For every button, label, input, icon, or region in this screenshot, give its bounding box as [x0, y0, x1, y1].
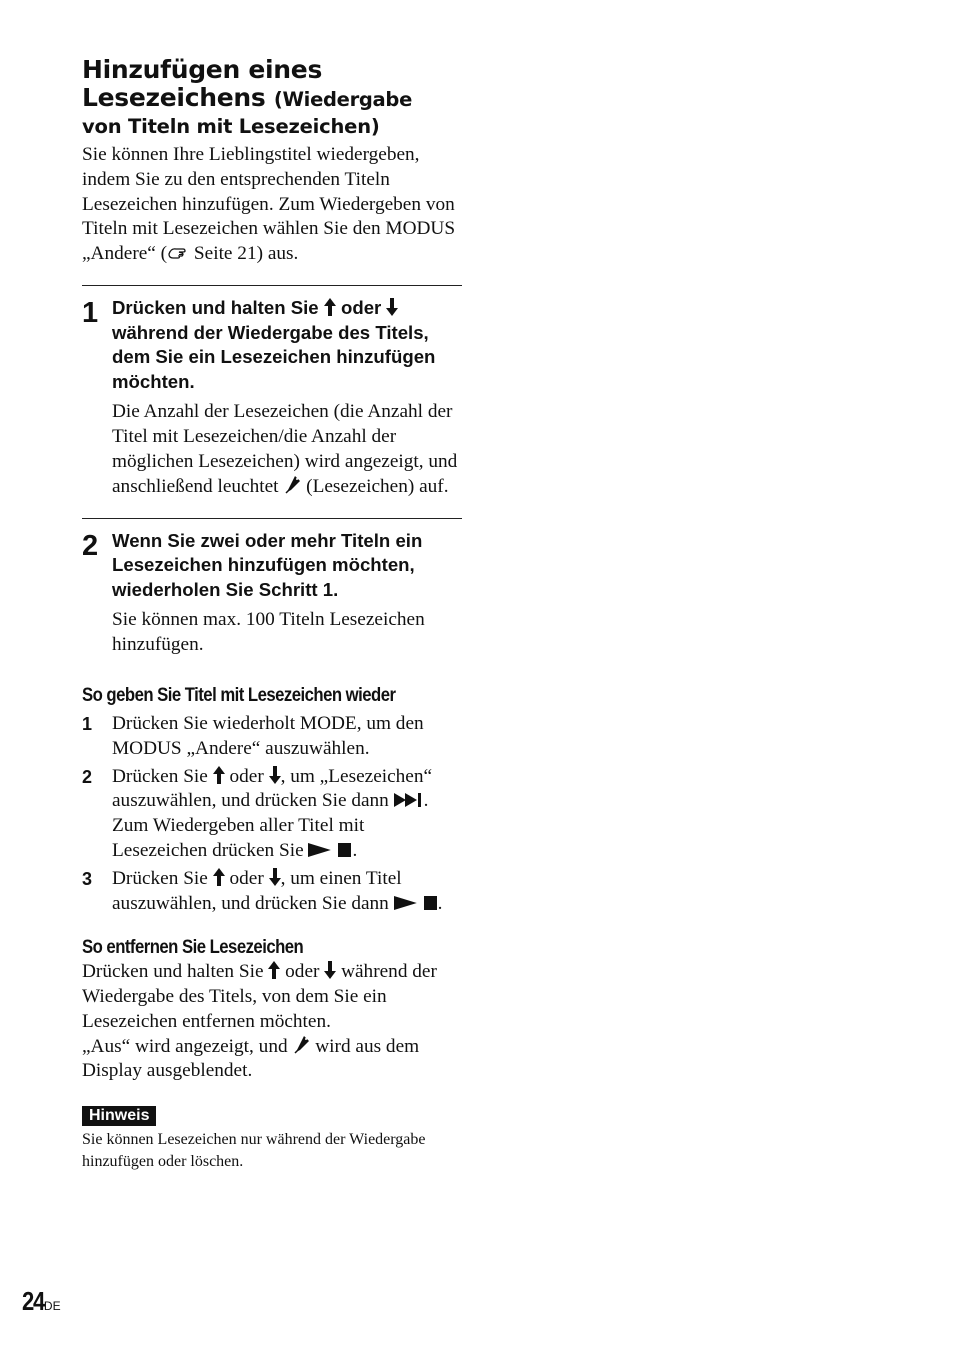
step-title: Wenn Sie zwei oder mehr Titeln ein Lesezeichen hinzufügen möchten, wiederholen Sie Schritt 1.	[112, 529, 423, 600]
note-label: Hinweis	[82, 1106, 156, 1126]
title-subtitle-start: (Wiedergabe	[273, 88, 412, 111]
step-number: 2	[82, 529, 99, 562]
note-text: Sie können Lesezeichen nur während der Wiedergabe hinzufügen oder löschen.	[82, 1131, 426, 1171]
play-stop-icon	[394, 896, 438, 910]
down-arrow-icon	[386, 298, 398, 316]
bookmark-icon	[283, 475, 301, 495]
bookmark-icon	[292, 1035, 310, 1055]
title-subtitle-end: von Titeln mit Lesezeichen)	[82, 115, 380, 138]
remove-paragraph: Drücken und halten Sie oder während der Wiedergabe des Titels, von dem Sie ein Lesezeichen entfernen möchten. „Aus“ wird angezeigt, und wird aus dem Display ausgeblendet.	[82, 961, 437, 1082]
up-arrow-icon	[213, 868, 225, 886]
up-arrow-icon	[213, 766, 225, 784]
step-2	[82, 529, 462, 658]
list-item: 2 Drücken Sie oder , um „Lesezeichen“ auszuwählen, und drücken Sie dann . Zum Wiedergeben aller Titel mit Lesezeichen drücken Sie .	[82, 765, 433, 861]
step-title: Drücken und halten Sie oder während der Wiedergabe des Titels, dem Sie ein Lesezeichen hinzufügen möchten.	[112, 296, 436, 392]
page-number: 24	[22, 1286, 45, 1316]
title-line-2: Lesezeichens	[82, 83, 266, 112]
page-reference-icon	[167, 245, 189, 261]
play-stop-icon	[308, 843, 352, 857]
down-arrow-icon	[269, 868, 281, 886]
list-item: 1 Drücken Sie wiederholt MODE, um den MODUS „Andere“ auszuwählen.	[82, 712, 424, 759]
play-section-heading: So geben Sie Titel mit Lesezeichen wieder	[82, 684, 396, 706]
title-line-1: Hinzufügen eines	[82, 55, 323, 84]
language-code: DE	[43, 1299, 61, 1313]
page-footer	[22, 1286, 61, 1317]
list-item: 3 Drücken Sie oder , um einen Titel auszuwählen, und drücken Sie dann .	[82, 867, 443, 914]
intro-paragraph: Sie können Ihre Lieblingstitel wiedergeben, indem Sie zu den entsprechenden Titeln Lesezeichen hinzufügen. Zum Wiedergeben von Titeln mit Lesezeichen wählen Sie den MODUS „Andere“ ( Seite 21) aus.	[82, 144, 456, 265]
step-number: 1	[82, 296, 99, 329]
step-1	[82, 296, 462, 500]
divider	[82, 285, 462, 286]
divider	[82, 518, 462, 519]
step-body: Die Anzahl der Lesezeichen (die Anzahl der Titel mit Lesezeichen/die Anzahl der möglichen Lesezeichen) wird angezeigt, und anschließend leuchtet (Lesezeichen) auf.	[112, 401, 458, 497]
down-arrow-icon	[269, 766, 281, 784]
up-arrow-icon	[268, 961, 280, 979]
step-body: Sie können max. 100 Titeln Lesezeichen hinzufügen.	[112, 609, 425, 656]
next-track-icon	[394, 793, 424, 807]
down-arrow-icon	[324, 961, 336, 979]
section-title	[82, 56, 462, 114]
up-arrow-icon	[324, 298, 336, 316]
main-column	[82, 56, 462, 1173]
remove-section-heading: So entfernen Sie Lesezeichen	[82, 937, 304, 959]
play-steps-list	[82, 712, 462, 916]
